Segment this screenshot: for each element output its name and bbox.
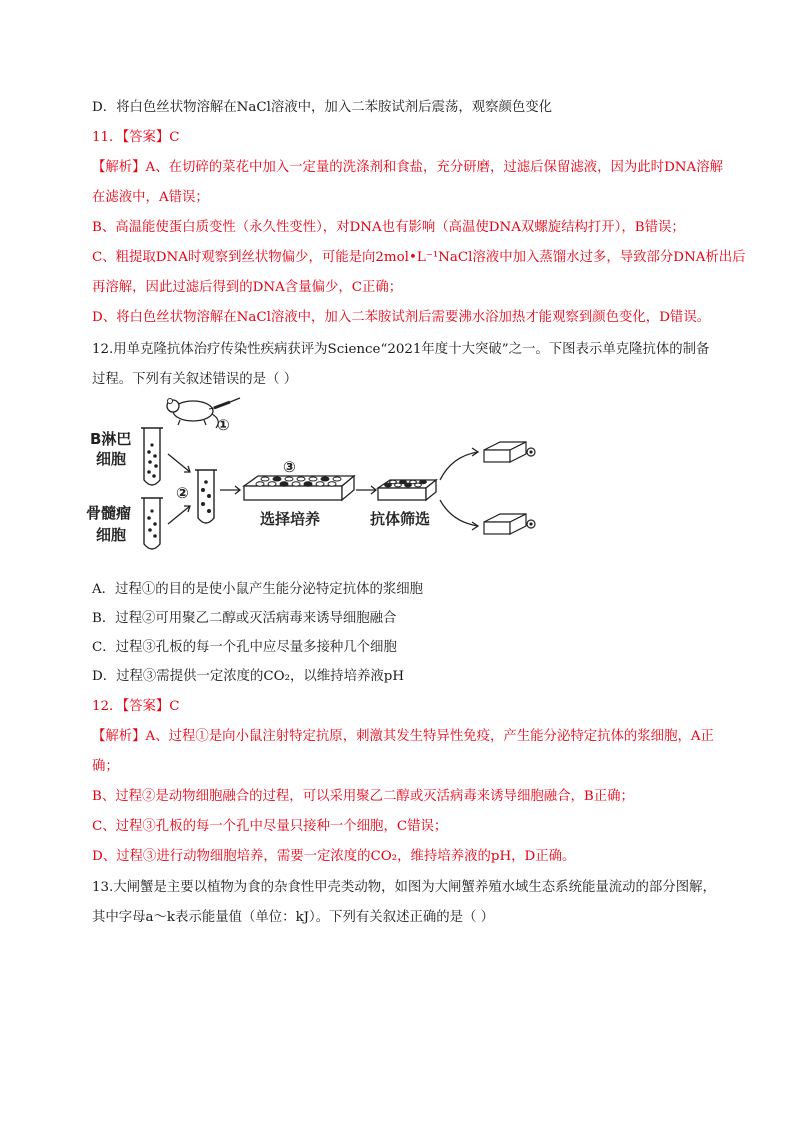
antibody-screening-label: 抗体筛选 — [370, 510, 431, 528]
explanation-11-line: B、高温能使蛋白质变性（永久性变性），对DNA也有影响（高温使DNA双螺旋结构打开），B错误； — [92, 220, 685, 235]
b-lymphocyte-label: 细胞 — [96, 450, 127, 468]
explanation-12-line: 确； — [92, 759, 119, 774]
question-12-option: C．过程③孔板的每一个孔中应尽量多接种几个细胞 — [92, 640, 397, 655]
explanation-11-line: D、将白色丝状物溶解在NaCl溶液中，加入二苯胺试剂后需要沸水浴加热才能观察到颜色变化，D错误。 — [92, 310, 711, 325]
question-12-option: A．过程①的目的是使小鼠产生能分泌特定抗体的浆细胞 — [92, 582, 424, 597]
b-cell-test-tube — [141, 428, 163, 485]
monoclonal-antibody-diagram — [80, 394, 550, 564]
explanation-12-line: 【解析】A、过程①是向小鼠注射特定抗原，刺激其发生特异性免疫，产生能分泌特定抗体的浆细胞，A正 — [92, 729, 714, 744]
question-12-stem: 12.用单克隆抗体治疗传染性疾病获评为Science“2021年度十大突破”之一。下图表示单克隆抗体的制备 — [92, 342, 710, 357]
question-13-stem: 13.大闸蟹是主要以植物为食的杂食性甲壳类动物，如图为大闸蟹养殖水域生态系统能量流动的部分图解， — [92, 880, 716, 895]
step-1-label: ① — [217, 416, 230, 434]
explanation-12-line: C、过程③孔板的每一个孔中尽量只接种一个细胞，C错误； — [92, 819, 448, 834]
explanation-11-line: 在滤液中，A错误； — [92, 190, 209, 205]
myeloma-cell-label: 骨髓瘤 — [86, 504, 132, 522]
culture-flask-icon — [484, 514, 535, 534]
culture-plate-selection — [244, 476, 354, 500]
explanation-11-line: C、粗提取DNA时观察到丝状物偏少，可能是向2mol•L⁻¹NaCl溶液中加入蒸馏水过多，导致部分DNA析出后 — [92, 250, 746, 265]
explanation-11-line: 【解析】A、在切碎的菜花中加入一定量的洗涤剂和食盐，充分研磨，过滤后保留滤液，因为此时DNA溶解 — [92, 160, 723, 175]
explanation-11-line: 再溶解，因此过滤后得到的DNA含量偏少，C正确； — [92, 280, 403, 295]
arrow-icon — [356, 486, 376, 494]
question-12-option: D．过程③需提供一定浓度的CO₂，以维持培养液pH — [92, 669, 404, 684]
q10-option-d: D．将白色丝状物溶解在NaCl溶液中，加入二苯胺试剂后震荡，观察颜色变化 — [92, 100, 553, 115]
fusion-test-tube — [195, 470, 217, 523]
culture-plate-screening — [378, 480, 436, 500]
question-12-option: B．过程②可用聚乙二醇或灭活病毒来诱导细胞融合 — [92, 611, 397, 626]
question-12-stem: 过程。下列有关叙述错误的是（ ） — [92, 372, 298, 387]
explanation-12-line: B、过程②是动物细胞融合的过程，可以采用聚乙二醇或灭活病毒来诱导细胞融合，B正确； — [92, 789, 634, 804]
step-3-label: ③ — [283, 458, 296, 476]
explanation-12-line: D、过程③进行动物细胞培养，需要一定浓度的CO₂，维持培养液的pH，D正确。 — [92, 849, 576, 864]
selection-culture-label: 选择培养 — [260, 510, 321, 528]
answer-11: 11．【答案】C — [92, 130, 180, 145]
arrow-icon — [220, 486, 240, 494]
step-2-label: ② — [176, 484, 189, 502]
myeloma-test-tube — [141, 498, 163, 549]
culture-flask-icon — [484, 442, 535, 462]
answer-12: 12．【答案】C — [92, 699, 180, 714]
question-13-stem: 其中字母a～k表示能量值（单位：kJ）。下列有关叙述正确的是（ ） — [92, 910, 495, 925]
arrow-icon — [440, 448, 478, 530]
b-lymphocyte-label: B淋巴 — [90, 430, 132, 448]
myeloma-cell-label: 细胞 — [96, 526, 127, 544]
